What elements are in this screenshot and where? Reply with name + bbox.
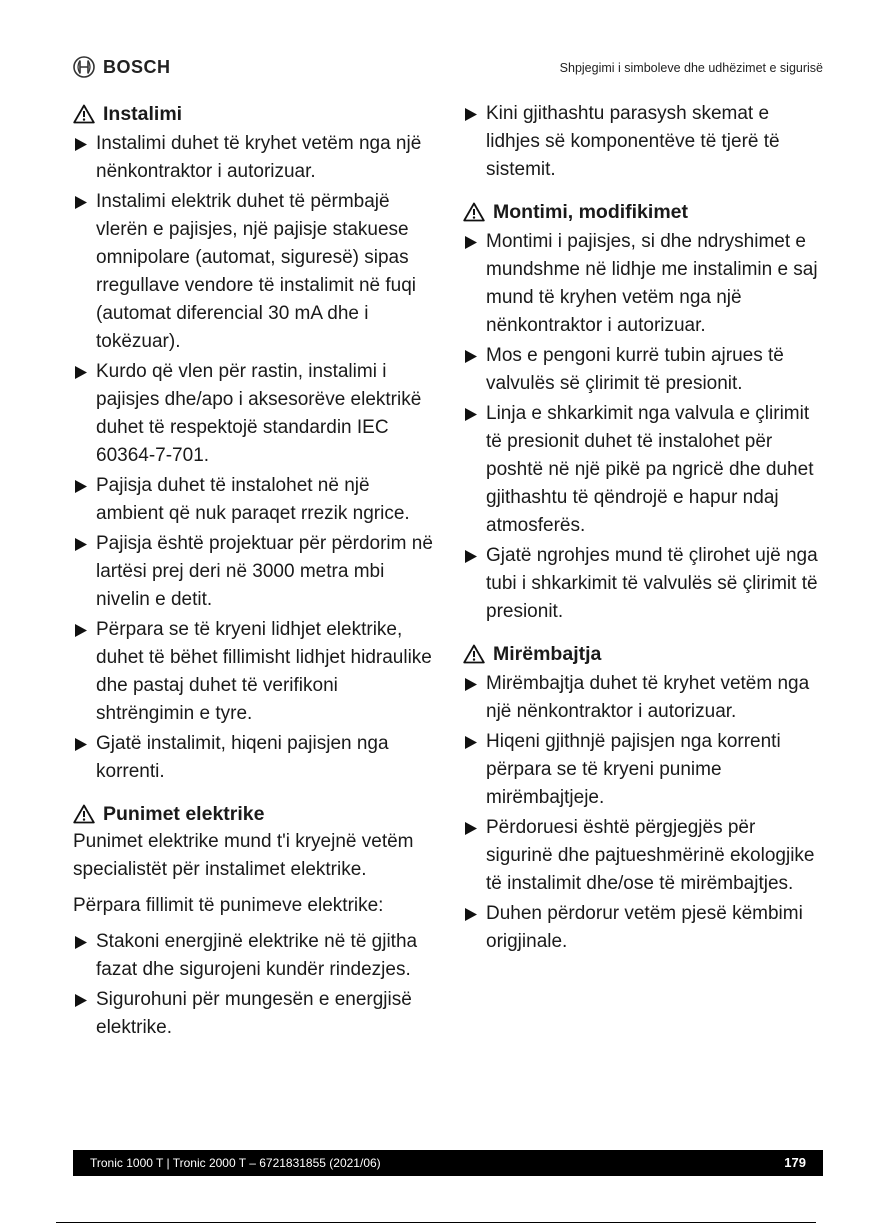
list-item: Mos e pengoni kurrë tubin ajrues të valvulës së çlirimit të presionit. xyxy=(463,342,825,398)
list-item: Kini gjithashtu parasysh skemat e lidhjes së komponentëve të tjerë të sistemit. xyxy=(463,100,825,184)
list-item: Kurdo që vlen për rastin, instalimi i pajisjes dhe/apo i aksesorëve elektrikë duhet të respektojë standardin IEC 60364-7-701. xyxy=(73,358,435,470)
right-column xyxy=(463,100,825,970)
list-item: Montimi i pajisjes, si dhe ndryshimet e mundshme në lidhje me instalimin e saj mund të kryhen vetëm nga një nënkontraktor i autorizuar. xyxy=(463,228,825,340)
list-item: Stakoni energjinë elektrike në të gjitha fazat dhe sigurojeni kundër rindezjes. xyxy=(73,928,435,984)
bullet-list xyxy=(463,100,825,184)
page-header xyxy=(73,56,823,82)
bosch-armature-icon xyxy=(73,56,95,78)
warning-icon xyxy=(463,202,485,222)
list-item: Gjatë instalimit, hiqeni pajisjen nga korrenti. xyxy=(73,730,435,786)
bullet-arrow-icon xyxy=(75,738,87,751)
brand-name: BOSCH xyxy=(103,56,171,77)
bullet-arrow-icon xyxy=(75,994,87,1007)
list-item: Linja e shkarkimit nga valvula e çlirimit të presionit duhet të instalohet për poshtë në një pikë pa ngricë dhe duhet gjithashtu të qëndrojë e hapur ndaj atmosferës. xyxy=(463,400,825,540)
warning-icon xyxy=(463,644,485,664)
list-item: Instalimi duhet të kryhet vetëm nga një nënkontraktor i autorizuar. xyxy=(73,130,435,186)
section-punimet-elektrike xyxy=(73,800,435,1042)
paragraph: Përpara fillimit të punimeve elektrike: xyxy=(73,895,384,916)
section-title: Mirëmbajtja xyxy=(493,643,602,665)
section-montimi-modifikimet xyxy=(463,198,825,626)
section-title: Punimet elektrike xyxy=(103,803,265,825)
bullet-arrow-icon xyxy=(75,538,87,551)
bullet-arrow-icon xyxy=(465,550,477,563)
section-mirembajtja xyxy=(463,640,825,956)
bullet-arrow-icon xyxy=(465,678,477,691)
bullet-list xyxy=(463,228,825,626)
bullet-arrow-icon xyxy=(465,908,477,921)
section-continued xyxy=(463,100,825,184)
bullet-arrow-icon xyxy=(465,736,477,749)
bullet-list xyxy=(73,130,435,786)
bullet-arrow-icon xyxy=(75,138,87,151)
bullet-arrow-icon xyxy=(75,936,87,949)
list-item: Pajisja duhet të instalohet në një ambient që nuk paraqet rrezik ngrice. xyxy=(73,472,435,528)
list-item: Sigurohuni për mungesën e energjisë elektrike. xyxy=(73,986,435,1042)
bottom-divider xyxy=(56,1222,816,1223)
footer-product-info: Tronic 1000 T | Tronic 2000 T – 6721831855 (2021/06) xyxy=(90,1156,381,1170)
left-column xyxy=(73,100,435,1056)
list-item: Përpara se të kryeni lidhjet elektrike, duhet të bëhet fillimisht lidhjet hidraulike dhe pastaj duhet të verifikoni shtrëngimin e tyre. xyxy=(73,616,435,728)
page-header-title: Shpjegimi i simboleve dhe udhëzimet e sigurisë xyxy=(559,61,823,75)
section-heading xyxy=(463,640,825,668)
warning-icon xyxy=(73,104,95,124)
section-heading xyxy=(463,198,825,226)
list-item: Përdoruesi është përgjegjës për sigurinë dhe pajtueshmërinë ekologjike të instalimit dhe/ose të mirëmbajtjes. xyxy=(463,814,825,898)
bullet-arrow-icon xyxy=(75,480,87,493)
section-title: Instalimi xyxy=(103,103,183,125)
list-item: Pajisja është projektuar për përdorim në lartësi prej deri në 3000 metra mbi nivelin e detit. xyxy=(73,530,435,614)
bullet-list xyxy=(463,670,825,956)
paragraph: Punimet elektrike mund t'i kryejnë vetëm specialistët për instalimet elektrike. xyxy=(73,831,414,880)
list-item: Mirëmbajtja duhet të kryhet vetëm nga një nënkontraktor i autorizuar. xyxy=(463,670,825,726)
section-heading xyxy=(73,100,435,128)
bullet-arrow-icon xyxy=(465,408,477,421)
bullet-arrow-icon xyxy=(465,236,477,249)
list-item: Instalimi elektrik duhet të përmbajë vlerën e pajisjes, një pajisje stakuese omnipolare (automat, siguresë) sipas rregullave vendore të instalimit në fuqi (automat diferencial 30 mA dhe i tokëzuar). xyxy=(73,188,435,356)
bullet-arrow-icon xyxy=(465,108,477,121)
bullet-arrow-icon xyxy=(75,196,87,209)
section-heading xyxy=(73,800,435,828)
bullet-arrow-icon xyxy=(465,822,477,835)
warning-icon xyxy=(73,804,95,824)
list-item: Hiqeni gjithnjë pajisjen nga korrenti përpara se të kryeni punime mirëmbajtjeje. xyxy=(463,728,825,812)
bullet-arrow-icon xyxy=(75,624,87,637)
bullet-list xyxy=(73,928,435,1042)
list-item: Duhen përdorur vetëm pjesë këmbimi origjinale. xyxy=(463,900,825,956)
bosch-logo xyxy=(73,56,171,78)
bullet-arrow-icon xyxy=(75,366,87,379)
section-instalimi xyxy=(73,100,435,786)
bullet-arrow-icon xyxy=(465,350,477,363)
page-footer xyxy=(73,1150,823,1176)
section-title: Montimi, modifikimet xyxy=(493,201,688,223)
page-number: 179 xyxy=(784,1155,806,1170)
list-item: Gjatë ngrohjes mund të çlirohet ujë nga tubi i shkarkimit të valvulës së çlirimit të presionit. xyxy=(463,542,825,626)
